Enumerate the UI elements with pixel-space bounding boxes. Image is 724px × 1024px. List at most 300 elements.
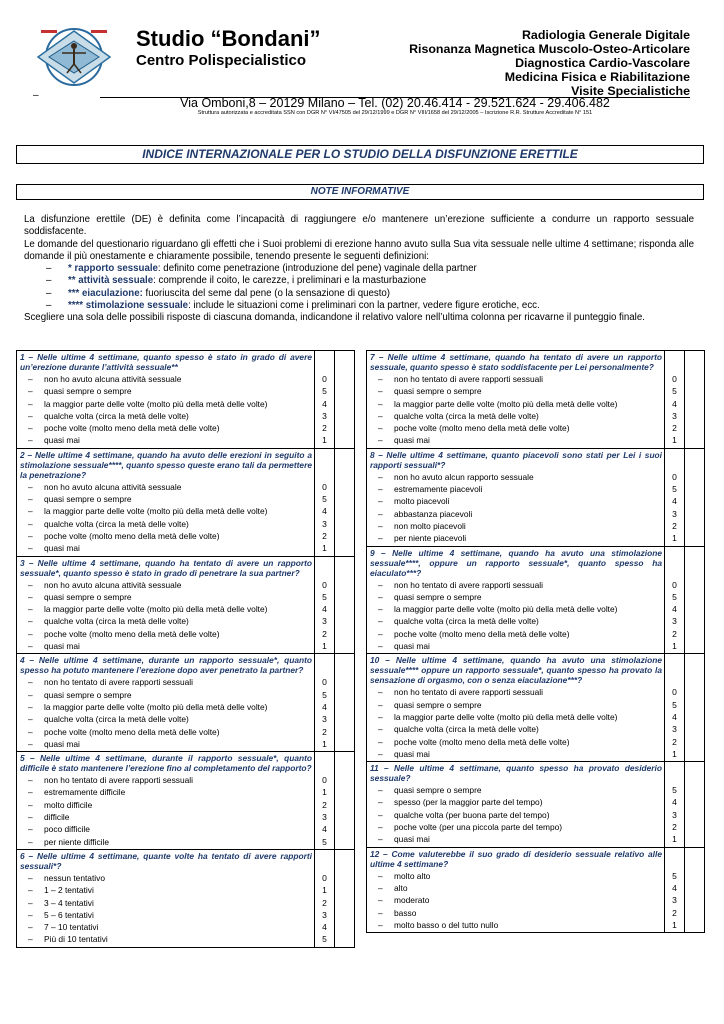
answer-option-text: qualche volta (circa la metà delle volte) xyxy=(44,410,189,421)
answer-option: – qualche volta (circa la metà delle volte) xyxy=(378,616,539,627)
answer-option: – non ho tentato di avere rapporti sessuali xyxy=(378,687,543,698)
answer-option: – poche volte (molto meno della metà delle volte) xyxy=(28,530,220,541)
answer-option: – 7 – 10 tentativi xyxy=(28,922,99,933)
score-value: 3 xyxy=(672,895,677,906)
answer-option: – la maggior parte delle volte (molto più della metà delle volte) xyxy=(378,711,618,722)
score-value: 5 xyxy=(672,591,677,602)
score-value: 4 xyxy=(322,701,327,712)
answer-option-text: quasi sempre o sempre xyxy=(394,386,482,397)
question-title: 3 – Nelle ultime 4 settimane, quando ha tentato di avere un rapporto sessuale*, quanto spesso è stato in grado di penetrare la sua partner? xyxy=(20,557,312,578)
score-value: 4 xyxy=(672,604,677,615)
answer-option: – la maggior parte delle volte (molto più della metà delle volte) xyxy=(28,701,268,712)
answer-option-text: 1 – 2 tentativi xyxy=(44,885,94,896)
question-title: 6 – Nelle ultime 4 settimane, quante volte ha tentato di avere rapporti sessuali*? xyxy=(20,850,312,871)
answer-option: – poche volte (molto meno della metà delle volte) xyxy=(28,423,220,434)
answer-option-text: molto difficile xyxy=(44,799,93,810)
answer-option: – la maggior parte delle volte (molto più della metà delle volte) xyxy=(28,398,268,409)
answer-option-text: quasi mai xyxy=(394,435,430,446)
answer-option-text: quasi sempre o sempre xyxy=(44,494,132,505)
answer-option: – la maggior parte delle volte (molto più della metà delle volte) xyxy=(378,398,618,409)
answer-option: – molto piacevoli xyxy=(378,496,450,507)
score-value: 0 xyxy=(322,872,327,883)
question-block xyxy=(366,653,705,761)
notes-title: NOTE INFORMATIVE xyxy=(16,184,704,200)
questions-left-column xyxy=(16,350,355,948)
score-value: 1 xyxy=(322,543,327,554)
score-value: 5 xyxy=(322,591,327,602)
score-value: 0 xyxy=(322,775,327,786)
answer-option: – qualche volta (circa la metà delle volte) xyxy=(28,518,189,529)
question-block xyxy=(366,847,705,933)
answer-option-text: molto basso o del tutto nullo xyxy=(394,919,499,930)
answer-option-text: abbastanza piacevoli xyxy=(394,508,473,519)
answer-value-cell[interactable] xyxy=(335,752,354,849)
answer-option: – molto difficile xyxy=(28,799,93,810)
score-value: 1 xyxy=(672,919,677,930)
answer-option: – estremamente difficile xyxy=(28,787,126,798)
answer-option-text: 5 – 6 tentativi xyxy=(44,909,94,920)
answer-option-text: quasi mai xyxy=(394,748,430,759)
answer-option: – non ho avuto alcuna attività sessuale xyxy=(28,481,182,492)
definition-item: – ** attività sessuale: comprende il coito, le carezze, i preliminari e la masturbazione xyxy=(46,275,427,287)
score-value: 5 xyxy=(322,836,327,847)
score-value: 4 xyxy=(672,496,677,507)
answer-option: – non ho tentato di avere rapporti sessuali xyxy=(378,374,543,384)
score-value: 4 xyxy=(322,398,327,409)
definition-term: **** stimolazione sessuale xyxy=(68,300,189,312)
definition-term: ** attività sessuale xyxy=(68,275,154,287)
score-value: 5 xyxy=(672,699,677,710)
definition-term: *** eiaculazione: xyxy=(68,287,143,299)
page-title: INDICE INTERNAZIONALE PER LO STUDIO DELLA DISFUNZIONE ERETTILE xyxy=(16,145,704,164)
score-value: 3 xyxy=(322,909,327,920)
question-title: 11 – Nelle ultime 4 settimane, quanto spesso ha provato desiderio sessuale? xyxy=(370,763,662,784)
answer-option-text: qualche volta (per buona parte del tempo) xyxy=(394,809,550,820)
question-title: 12 – Come valuterebbe il suo grado di desiderio sessuale relativo alle ultime 4 settimane? xyxy=(370,848,662,869)
answer-option: – abbastanza piacevoli xyxy=(378,508,473,519)
answer-option-text: non ho avuto alcuna attività sessuale xyxy=(44,481,182,492)
score-value: 2 xyxy=(672,907,677,918)
answer-option: – quasi mai xyxy=(378,748,430,759)
question-body xyxy=(367,449,665,546)
answer-option-text: basso xyxy=(394,907,417,918)
answer-option-text: la maggior parte delle volte (molto più della metà delle volte) xyxy=(44,398,268,409)
score-column xyxy=(665,654,685,761)
answer-option-text: poche volte (molto meno della metà delle volte) xyxy=(44,423,220,434)
answer-option: – 1 – 2 tentativi xyxy=(28,885,94,896)
answer-option: – quasi sempre o sempre xyxy=(378,699,482,710)
answer-option-text: estremamente difficile xyxy=(44,787,126,798)
answer-option-text: quasi sempre o sempre xyxy=(44,591,132,602)
answer-option-text: quasi mai xyxy=(44,435,80,446)
answer-option: – quasi mai xyxy=(28,641,80,652)
answer-option: – non molto piacevoli xyxy=(378,520,466,531)
answer-option: – estremamente piacevoli xyxy=(378,484,483,495)
answer-option-text: la maggior parte delle volte (molto più della metà delle volte) xyxy=(44,701,268,712)
answer-option-text: per niente difficile xyxy=(44,836,110,847)
answer-option: – poche volte (molto meno della metà delle volte) xyxy=(378,736,570,747)
answer-option: – Più di 10 tentativi xyxy=(28,934,108,945)
question-block xyxy=(16,751,355,849)
answer-option-text: qualche volta (circa la metà delle volte) xyxy=(44,616,189,627)
score-value: 5 xyxy=(322,386,327,397)
score-value: 2 xyxy=(322,423,327,434)
answer-value-cell[interactable] xyxy=(335,654,354,751)
question-body xyxy=(367,351,665,448)
answer-option: – difficile xyxy=(28,812,70,823)
score-value: 1 xyxy=(322,738,327,749)
score-value: 4 xyxy=(672,882,677,893)
definition-text: : include le situazioni come i preliminari con la partner, vedere figure erotiche, ecc. xyxy=(188,300,540,312)
question-body xyxy=(17,351,315,448)
answer-option-text: moderato xyxy=(394,895,430,906)
score-value: 1 xyxy=(322,641,327,652)
score-value: 0 xyxy=(322,481,327,492)
answer-option-text: poche volte (molto meno della metà delle volte) xyxy=(394,423,570,434)
score-column xyxy=(315,449,335,556)
service-item: Risonanza Magnetica Muscolo-Osteo-Articolare xyxy=(409,42,690,56)
answer-option: – qualche volta (circa la metà delle volte) xyxy=(378,724,539,735)
answer-option-text: difficile xyxy=(44,812,70,823)
answer-option-text: qualche volta (circa la metà delle volte) xyxy=(394,410,539,421)
answer-option-text: la maggior parte delle volte (molto più della metà delle volte) xyxy=(394,711,618,722)
intro-paragraph: Le domande del questionario riguardano gli effetti che i Suoi problemi di erezione hanno avuto sulla Sua vita sessuale nelle ultime 4 settimane; risponda alle domande il più onestamente e chiaramente possibile, tenendo presente le seguenti definizioni: xyxy=(24,238,694,262)
answer-option: – non ho avuto alcun rapporto sessuale xyxy=(378,471,534,482)
question-block xyxy=(16,350,355,448)
question-title: 9 – Nelle ultime 4 settimane, quando ha avuto una stimolazione sessuale****, oppure un rapporto sessuale*, quanto spesso ha eiaculato***? xyxy=(370,547,662,578)
answer-option: – poco difficile xyxy=(28,824,90,835)
answer-option-text: la maggior parte delle volte (molto più della metà delle volte) xyxy=(394,398,618,409)
score-value: 2 xyxy=(672,822,677,833)
studio-subtitle: Centro Polispecialistico xyxy=(136,52,307,69)
score-column xyxy=(665,351,685,448)
answer-option: – la maggior parte delle volte (molto più della metà delle volte) xyxy=(378,604,618,615)
answer-option-text: la maggior parte delle volte (molto più della metà delle volte) xyxy=(44,506,268,517)
service-item: Visite Specialistiche xyxy=(571,84,690,98)
score-value: 3 xyxy=(322,714,327,725)
answer-value-cell[interactable] xyxy=(685,654,704,761)
question-body xyxy=(367,547,665,654)
question-body xyxy=(367,654,665,761)
answer-option-text: poche volte (molto meno della metà delle volte) xyxy=(44,530,220,541)
score-value: 4 xyxy=(672,398,677,409)
score-value: 3 xyxy=(322,410,327,421)
answer-option: – qualche volta (circa la metà delle volte) xyxy=(378,410,539,421)
answer-option: – quasi sempre o sempre xyxy=(378,591,482,602)
score-value: 0 xyxy=(672,579,677,590)
score-value: 3 xyxy=(322,616,327,627)
answer-option-text: nessun tentativo xyxy=(44,872,105,883)
answer-option-text: non ho avuto alcuna attività sessuale xyxy=(44,374,182,384)
answer-option-text: per niente piacevoli xyxy=(394,533,467,544)
score-column xyxy=(665,848,685,932)
answer-option-text: quasi sempre o sempre xyxy=(394,591,482,602)
score-value: 1 xyxy=(322,787,327,798)
intro-paragraph: La disfunzione erettile (DE) è definita come l’incapacità di raggiungere e/o mantenere un’erezione sufficiente a condurre un rapporto sessuale soddisfacente. xyxy=(24,214,694,238)
answer-option-text: qualche volta (circa la metà delle volte) xyxy=(394,616,539,627)
score-value: 3 xyxy=(322,812,327,823)
answer-option-text: quasi mai xyxy=(44,543,80,554)
answer-option-text: 7 – 10 tentativi xyxy=(44,922,99,933)
score-value: 1 xyxy=(322,885,327,896)
definition-item: – * rapporto sessuale: definito come penetrazione (introduzione del pene) vaginale della partner xyxy=(46,263,477,275)
question-title: 8 – Nelle ultime 4 settimane, quanto piacevoli sono stati per Lei i suoi rapporti sessuali*? xyxy=(370,449,662,470)
definition-item: – **** stimolazione sessuale: include le situazioni come i preliminari con la partner, vedere figure erotiche, ecc. xyxy=(46,300,540,312)
score-column xyxy=(315,752,335,849)
answer-option-text: poche volte (molto meno della metà delle volte) xyxy=(44,726,220,737)
question-block xyxy=(366,546,705,654)
score-value: 0 xyxy=(672,471,677,482)
score-value: 2 xyxy=(672,736,677,747)
answer-value-cell[interactable] xyxy=(685,449,704,546)
score-value: 2 xyxy=(322,628,327,639)
intro-paragraph: Scegliere una sola delle possibili risposte di ciascuna domanda, indicandone il relativo valore nell’ultima colonna per ricavarne il punteggio finale. xyxy=(24,312,645,324)
definition-text: : comprende il coito, le carezze, i preliminari e la masturbazione xyxy=(153,275,427,287)
question-block xyxy=(366,761,705,846)
answer-option: – molto alto xyxy=(378,870,431,881)
answer-option: – non ho tentato di avere rapporti sessuali xyxy=(28,677,193,688)
score-value: 4 xyxy=(322,824,327,835)
score-value: 2 xyxy=(322,530,327,541)
question-title: 10 – Nelle ultime 4 settimane, quando ha avuto una stimolazione sessuale**** oppure un rapporto sessuale*, quanto spesso ha provato la sensazione di orgasmo, con o senza eiaculazione***? xyxy=(370,655,662,686)
answer-option-text: non ho tentato di avere rapporti sessuali xyxy=(394,579,543,590)
score-value: 2 xyxy=(322,726,327,737)
answer-option: – poche volte (molto meno della metà delle volte) xyxy=(378,423,570,434)
score-value: 3 xyxy=(672,410,677,421)
intro-text xyxy=(24,214,694,325)
score-value: 0 xyxy=(322,677,327,688)
answer-value-cell[interactable] xyxy=(685,547,704,654)
answer-value-cell[interactable] xyxy=(685,351,704,448)
answer-option: – qualche volta (circa la metà delle volte) xyxy=(28,410,189,421)
definition-text: fuoriuscita del seme dal pene (o la sensazione di questo) xyxy=(142,287,391,299)
score-value: 5 xyxy=(322,934,327,945)
score-value: 2 xyxy=(322,799,327,810)
score-value: 5 xyxy=(672,870,677,881)
score-column xyxy=(665,449,685,546)
score-value: 4 xyxy=(672,711,677,722)
answer-option: – molto basso o del tutto nullo xyxy=(378,919,499,930)
answer-option-text: la maggior parte delle volte (molto più della metà delle volte) xyxy=(44,604,268,615)
score-column xyxy=(315,351,335,448)
question-block xyxy=(16,653,355,751)
answer-option-text: estremamente piacevoli xyxy=(394,484,483,495)
question-title: 5 – Nelle ultime 4 settimane, durante il rapporto sessuale*, quanto difficile è stato mantenere l’erezione fino al completamento del rapporto? xyxy=(20,753,312,774)
answer-option-text: poco difficile xyxy=(44,824,90,835)
score-value: 4 xyxy=(322,922,327,933)
score-value: 1 xyxy=(322,435,327,446)
score-value: 1 xyxy=(672,533,677,544)
answer-option: – la maggior parte delle volte (molto più della metà delle volte) xyxy=(28,506,268,517)
answer-option: – non ho tentato di avere rapporti sessuali xyxy=(378,579,543,590)
answer-option-text: non ho avuto alcun rapporto sessuale xyxy=(394,471,534,482)
answer-option-text: quasi mai xyxy=(394,641,430,652)
score-value: 2 xyxy=(672,628,677,639)
score-value: 0 xyxy=(672,687,677,698)
score-value: 0 xyxy=(322,579,327,590)
score-value: 2 xyxy=(672,520,677,531)
answer-option-text: quasi sempre o sempre xyxy=(44,689,132,700)
questions-right-column xyxy=(366,350,705,933)
question-body xyxy=(17,557,315,654)
score-column xyxy=(315,654,335,751)
score-column xyxy=(665,547,685,654)
definition-term: * rapporto sessuale xyxy=(68,263,158,275)
score-value: 2 xyxy=(672,423,677,434)
answer-option-text: Più di 10 tentativi xyxy=(44,934,108,945)
answer-option: – poche volte (molto meno della metà delle volte) xyxy=(28,726,220,737)
answer-option: – qualche volta (circa la metà delle volte) xyxy=(28,616,189,627)
question-block xyxy=(16,448,355,556)
question-title: 1 – Nelle ultime 4 settimane, quanto spesso è stato in grado di avere un’erezione durante l’attività sessuale** xyxy=(20,352,312,372)
question-body xyxy=(17,449,315,556)
question-block xyxy=(366,448,705,546)
answer-option: – 5 – 6 tentativi xyxy=(28,909,94,920)
answer-option: – quasi mai xyxy=(28,435,80,446)
answer-option-text: quasi sempre o sempre xyxy=(44,386,132,397)
score-value: 5 xyxy=(672,785,677,796)
question-title: 2 – Nelle ultime 4 settimane, quando ha avuto delle erezioni in seguito a stimolazione sessuale****, quanto spesso queste erano tali da permettere la penetrazione? xyxy=(20,449,312,480)
studio-logo xyxy=(33,26,115,88)
answer-option-text: non molto piacevoli xyxy=(394,520,466,531)
answer-option-text: molto piacevoli xyxy=(394,496,450,507)
answer-option: – quasi sempre o sempre xyxy=(28,494,132,505)
answer-option: – poche volte (molto meno della metà delle volte) xyxy=(28,628,220,639)
answer-option: – moderato xyxy=(378,895,430,906)
score-column xyxy=(665,762,685,846)
answer-option-text: la maggior parte delle volte (molto più della metà delle volte) xyxy=(394,604,618,615)
service-item: Diagnostica Cardio-Vascolare xyxy=(515,56,690,70)
answer-value-cell[interactable] xyxy=(335,557,354,654)
answer-option: – per niente difficile xyxy=(28,836,110,847)
score-column xyxy=(315,850,335,947)
answer-option-text: spesso (per la maggior parte del tempo) xyxy=(394,797,543,808)
question-title: 4 – Nelle ultime 4 settimane, durante un rapporto sessuale*, quanto spesso ha potuto mantenere l’erezione dopo aver penetrato la partner? xyxy=(20,655,312,676)
question-block xyxy=(16,556,355,654)
answer-option: – quasi sempre o sempre xyxy=(378,386,482,397)
answer-option: – quasi sempre o sempre xyxy=(28,591,132,602)
question-body xyxy=(17,654,315,751)
answer-option-text: alto xyxy=(394,882,408,893)
answer-option: – alto xyxy=(378,882,408,893)
question-body xyxy=(17,752,315,849)
answer-option: – nessun tentativo xyxy=(28,872,105,883)
header-dash: – xyxy=(33,90,39,101)
question-body xyxy=(367,762,665,846)
answer-option-text: 3 – 4 tentativi xyxy=(44,897,94,908)
answer-option: – quasi mai xyxy=(378,435,430,446)
studio-name: Studio “Bondani” xyxy=(136,26,321,51)
answer-option: – per niente piacevoli xyxy=(378,533,467,544)
answer-option: – basso xyxy=(378,907,417,918)
answer-option-text: qualche volta (circa la metà delle volte) xyxy=(44,518,189,529)
answer-option-text: quasi mai xyxy=(44,641,80,652)
answer-option-text: non ho tentato di avere rapporti sessuali xyxy=(44,775,193,786)
answer-value-cell[interactable] xyxy=(685,848,704,932)
question-body xyxy=(367,848,665,932)
answer-option: – quasi sempre o sempre xyxy=(28,386,132,397)
answer-option: – poche volte (per una piccola parte del tempo) xyxy=(378,822,563,833)
answer-option-text: qualche volta (circa la metà delle volte) xyxy=(394,724,539,735)
answer-option-text: quasi sempre o sempre xyxy=(394,699,482,710)
score-value: 0 xyxy=(322,374,327,384)
answer-option: – non ho tentato di avere rapporti sessuali xyxy=(28,775,193,786)
address-line: Via Omboni,8 – 20129 Milano – Tel. (02) 20.46.414 - 29.521.624 - 29.406.482 xyxy=(180,96,610,110)
answer-option-text: molto alto xyxy=(394,870,431,881)
score-value: 1 xyxy=(672,748,677,759)
answer-option: – quasi sempre o sempre xyxy=(378,785,482,796)
question-title: 7 – Nelle ultime 4 settimane, quando ha tentato di avere un rapporto sessuale, quanto spesso è stato soddisfacente per Lei personalmente? xyxy=(370,352,662,372)
answer-option-text: quasi mai xyxy=(394,834,430,845)
question-block xyxy=(16,849,355,948)
answer-option-text: quasi mai xyxy=(44,738,80,749)
services-list xyxy=(409,28,690,98)
answer-value-cell[interactable] xyxy=(685,762,704,846)
answer-option-text: qualche volta (circa la metà delle volte) xyxy=(44,714,189,725)
score-value: 5 xyxy=(322,494,327,505)
answer-option: – quasi sempre o sempre xyxy=(28,689,132,700)
answer-option: – non ho avuto alcuna attività sessuale xyxy=(28,579,182,590)
score-value: 1 xyxy=(672,641,677,652)
answer-option-text: poche volte (molto meno della metà delle volte) xyxy=(394,628,570,639)
score-value: 5 xyxy=(322,689,327,700)
service-item: Medicina Fisica e Riabilitazione xyxy=(504,70,690,84)
score-value: 1 xyxy=(672,435,677,446)
answer-option: – poche volte (molto meno della metà delle volte) xyxy=(378,628,570,639)
score-value: 4 xyxy=(672,797,677,808)
answer-option: – la maggior parte delle volte (molto più della metà delle volte) xyxy=(28,604,268,615)
question-body xyxy=(17,850,315,947)
answer-option: – 3 – 4 tentativi xyxy=(28,897,94,908)
score-value: 4 xyxy=(322,604,327,615)
answer-option: – spesso (per la maggior parte del tempo) xyxy=(378,797,543,808)
score-value: 3 xyxy=(672,724,677,735)
score-value: 3 xyxy=(322,518,327,529)
score-column xyxy=(315,557,335,654)
answer-option-text: non ho tentato di avere rapporti sessuali xyxy=(44,677,193,688)
answer-option-text: poche volte (per una piccola parte del tempo) xyxy=(394,822,563,833)
answer-value-cell[interactable] xyxy=(335,449,354,556)
answer-option: – quasi mai xyxy=(378,641,430,652)
score-value: 2 xyxy=(322,897,327,908)
service-item: Radiologia Generale Digitale xyxy=(521,28,690,42)
score-value: 3 xyxy=(672,508,677,519)
score-value: 0 xyxy=(672,374,677,384)
answer-option-text: non ho tentato di avere rapporti sessuali xyxy=(394,687,543,698)
score-value: 3 xyxy=(672,616,677,627)
score-value: 1 xyxy=(672,834,677,845)
answer-option: – quasi mai xyxy=(28,543,80,554)
answer-value-cell[interactable] xyxy=(335,850,354,947)
answer-value-cell[interactable] xyxy=(335,351,354,448)
answer-option: – qualche volta (per buona parte del tempo) xyxy=(378,809,550,820)
answer-option: – quasi mai xyxy=(28,738,80,749)
score-value: 5 xyxy=(672,386,677,397)
definition-item: – *** eiaculazione: fuoriuscita del seme dal pene (o la sensazione di questo) xyxy=(46,287,391,299)
accreditation-line: Struttura autorizzata e accreditata SSN con DGR N° VI/47505 del 29/12/1999 e DGR N° VIII/1658 del 29/12/2005 – Iscrizione R.R. Strutture Accreditate N° 151 xyxy=(197,110,593,116)
score-value: 5 xyxy=(672,484,677,495)
answer-option: – qualche volta (circa la metà delle volte) xyxy=(28,714,189,725)
answer-option: – non ho avuto alcuna attività sessuale xyxy=(28,374,182,384)
definition-text: : definito come penetrazione (introduzione del pene) vaginale della partner xyxy=(157,263,477,275)
definitions-list xyxy=(24,263,694,312)
score-value: 4 xyxy=(322,506,327,517)
answer-option-text: poche volte (molto meno della metà delle volte) xyxy=(394,736,570,747)
question-block xyxy=(366,350,705,448)
answer-option-text: poche volte (molto meno della metà delle volte) xyxy=(44,628,220,639)
score-value: 3 xyxy=(672,809,677,820)
answer-option-text: non ho avuto alcuna attività sessuale xyxy=(44,579,182,590)
